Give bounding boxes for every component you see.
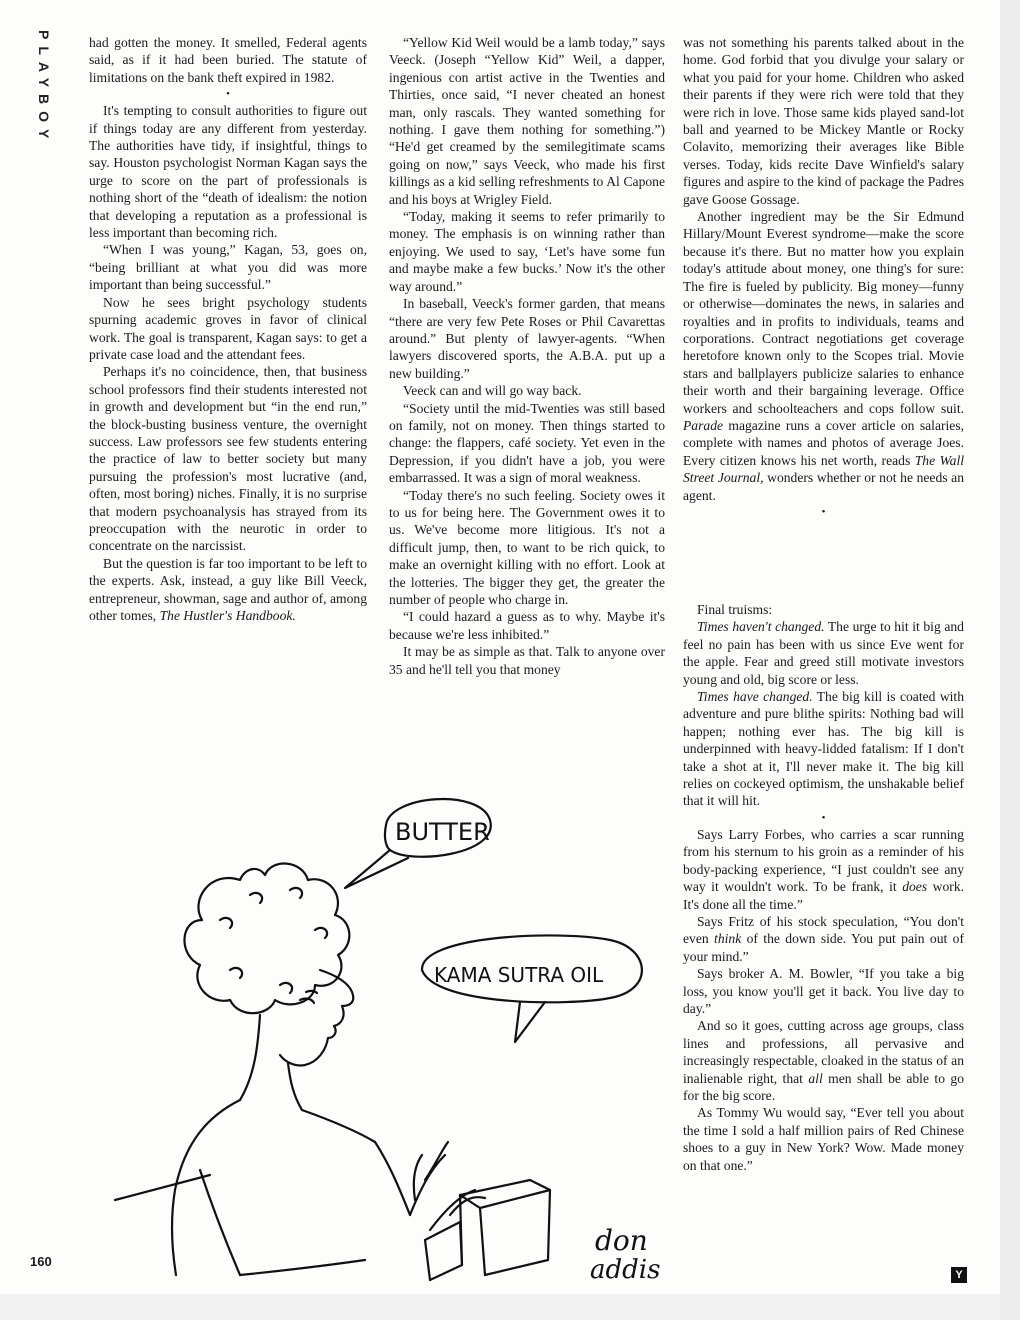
artist-signature-line2: addis: [590, 1255, 661, 1285]
page-edge-right: [1000, 0, 1020, 1320]
cartoon-illustration: [90, 770, 680, 1290]
paragraph-text: Says Larry Forbes, who carries a scar running from his sternum to his groin as a reminder of his body-packing experience, “I just couldn't see any way it wouldn't work. To be frank, it: [683, 826, 964, 895]
paragraph-text: magazine runs a cover article on salaries, complete with names and photos of average Joes. Every citizen knows his net worth, reads: [683, 417, 965, 468]
artist-signature-line1: don: [595, 1224, 648, 1257]
paragraph-text: The big kill is coated with adventure and pure blithe spirits: Nothing bad will happen; nothing ever has. The big kill is underpinned with heavy-lidded fatalism: If I don't take a shot at it, I'll never make it. The big kill relies on cockeyed optimism, the unshakable belief that it will hit.: [683, 689, 964, 809]
paragraph: was not something his parents talked about in the home. God forbid that you divulge your salary or what you paid for your home. Children who asked their parents if they were rich were told that they were rich in love. Those same kids played sand-lot ball and yearned to be Mickey Mantle or Rocky Colavito, memorizing their averages like Bible verses. Today, kids recite Dave Winfield's salary figures and aspire to the kind of package the Padres gave Goose Gossage.: [683, 35, 964, 207]
end-mark-icon: Y: [951, 1267, 967, 1283]
paragraph-text: But the question is far too important to be left to the experts. Ask, instead, a guy like Bill Veeck, entrepreneur, showman, sage and author of, among other tomes,: [89, 555, 367, 623]
column-3-bottom: [683, 601, 964, 1174]
section-separator: •: [821, 505, 826, 518]
bubble-text-kama-sutra: KAMA SUTRA OIL: [434, 963, 604, 987]
paragraph-text: of the down side. You put pain out of your mind.”: [683, 931, 964, 964]
paragraph: Veeck can and will go way back.: [403, 383, 582, 399]
paragraph: “Today, making it seems to refer primarily to money. The emphasis is on winning rather than enjoying. We used to say, ‘Let's have some fun and maybe make a few bucks.’ Now it's the other way around.”: [389, 209, 665, 294]
column-2: [389, 34, 665, 678]
paragraph: [89, 555, 367, 625]
hand-raised: [410, 1142, 448, 1215]
publication-parade: Parade: [683, 417, 724, 433]
paragraph: had gotten the money. It smelled, Federal agents said, as if it had been buried. The statute of limitations on the bank theft expired in 1982.: [89, 35, 367, 85]
paragraph: [683, 913, 964, 965]
paragraph: Now he sees bright psychology students spurning academic groves in favor of clinical work. The goal is transparent, Kagan says: to get a private case load and the attendant fees.: [89, 294, 367, 362]
paragraph: “Society until the mid-Twenties was still based on family, not on money. Then things started to change: the flappers, café society. Yet even in the Depression, if you didn't have a job, you were embarrassed. It was a sign of moral weakness.: [389, 400, 665, 486]
paragraph: It may be as simple as that. Talk to anyone over 35 and he'll tell you that money: [389, 644, 665, 677]
column-1: [89, 34, 367, 624]
paragraph: [683, 208, 964, 504]
emphasis: think: [714, 931, 742, 947]
bubble-text-butter: BUTTER: [395, 818, 490, 846]
paragraph: “I could hazard a guess as to why. Maybe it's because we're less inhibited.”: [389, 609, 665, 642]
section-separator: •: [821, 811, 826, 824]
paragraph-text: The urge to hit it big and feel no pain has been with us since Eve went for the apple. Fear and greed still motivate investors young and old, big score or less.: [683, 619, 964, 687]
paragraph: [683, 618, 964, 688]
paragraph-text: Another ingredient may be the Sir Edmund Hillary/Mount Everest syndrome—make the score because it's there. But no matter how you explain today's attitude about money, one thing's for sure: The fire is fueled by publicity. Big money—funny or otherwise—dominates the news, in salaries and royalties and in profits to individuals, teams and corporations. Contract negotiations get coverage heretofore known only to the Scopes trial. Movie stars and ballplayers publicize salaries to enhance their worth and their bargaining leverage. Office workers and schoolteachers and cops follow suit.: [683, 209, 964, 416]
paragraph: Final truisms:: [697, 602, 773, 617]
column-3-top: [683, 34, 964, 520]
neck: [240, 1015, 260, 1100]
page-number: 160: [30, 1254, 52, 1269]
masthead: PLAYBOY: [36, 30, 52, 146]
publication-wsj: The Wall Street Journal,: [683, 452, 964, 486]
paragraph: Perhaps it's no coincidence, then, that business school professors find their students interested not in growth and development but “in the end run,” the block-busting business venture, the overnight success. Law professors see few students entering the practice of law to better society but many pursuing the profession's most lucrative (and, often, most boring) niches. Finally, it is no surprise that modern psychoanalysis has strayed from its preoccupation with the neurotic in order to concentrate on the narcissist.: [89, 364, 367, 554]
paragraph: As Tommy Wu would say, “Ever tell you about the time I sold a half million pairs of Red Chinese shoes to a guy in New York? Wow. Made money on that one.”: [683, 1105, 964, 1173]
emphasis: does: [902, 879, 928, 895]
truism-heading: Times haven't changed.: [697, 619, 825, 635]
paragraph-text: And so it goes, cutting across age groups, class lines and professions, all pervasive and increasingly respectable, cloaked in the status of an inalienable right, that: [683, 1018, 964, 1086]
emphasis: all: [808, 1070, 823, 1086]
paragraph: “Yellow Kid Weil would be a lamb today,” says Veeck. (Joseph “Yellow Kid” Weil, a dapper, ingenious con artist active in the Twenties and Thirties, once said, “I never cheated an honest man, only rascals. They wanted something for nothing. I gave them nothing for something.”) “He'd get creamed by the semilegitimate scams going on now,” says Veeck, who made his first killings as a kid selling refreshments to Al Capone and his boys at Wrigley Field.: [389, 35, 665, 207]
paragraph: [683, 826, 964, 913]
desk-edge: [115, 1175, 210, 1200]
page-edge-bottom: [0, 1294, 1000, 1320]
paragraph: [683, 688, 964, 810]
paragraph: In baseball, Veeck's former garden, that means “there are very few Pete Roses or Phil Cavarettas around.” But plenty of lawyer-agents. “When lawyers discovered sports, the A.B.A. put up a new building.”: [389, 296, 665, 381]
paragraph: Says broker A. M. Bowler, “If you take a big loss, you know you'll get it back. You live day to day.”: [683, 966, 964, 1016]
paragraph: “Today there's no such feeling. Society owes it to us for being here. The Government owes it to us. We've become more litigious. It's not a difficult jump, then, to want to be rich quick, to make an overnight killing with no effort. Look at the lotteries. The bigger they get, the greater the number of people who charge in.: [389, 487, 665, 607]
gift-box: [460, 1180, 550, 1208]
book-title: The Hustler's Handbook.: [159, 608, 296, 623]
paragraph: “When I was young,” Kagan, 53, goes on, “being brilliant at what you did was more important than being successful.”: [89, 242, 367, 293]
paragraph-text: Says Fritz of his stock speculation, “You don't even: [683, 913, 964, 947]
paragraph-text: wonders whether or not he needs an agent.: [683, 470, 964, 503]
paragraph-text: men shall be able to go for the big score.: [683, 1070, 965, 1103]
paragraph-text: work. It's done all the time.”: [683, 879, 965, 912]
paragraph: [683, 1017, 964, 1104]
section-separator: •: [226, 88, 230, 101]
paragraph: It's tempting to consult authorities to figure out if things today are any different from yesterday. The authorities have tidy, if insightful, things to say. Houston psychologist Norman Kagan says the urge to score on the part of professionals is nothing short of the “death of idealism: the notion that developing a reputation as a professional is less important than becoming rich.: [89, 103, 367, 241]
truism-heading: Times have changed.: [697, 689, 813, 705]
